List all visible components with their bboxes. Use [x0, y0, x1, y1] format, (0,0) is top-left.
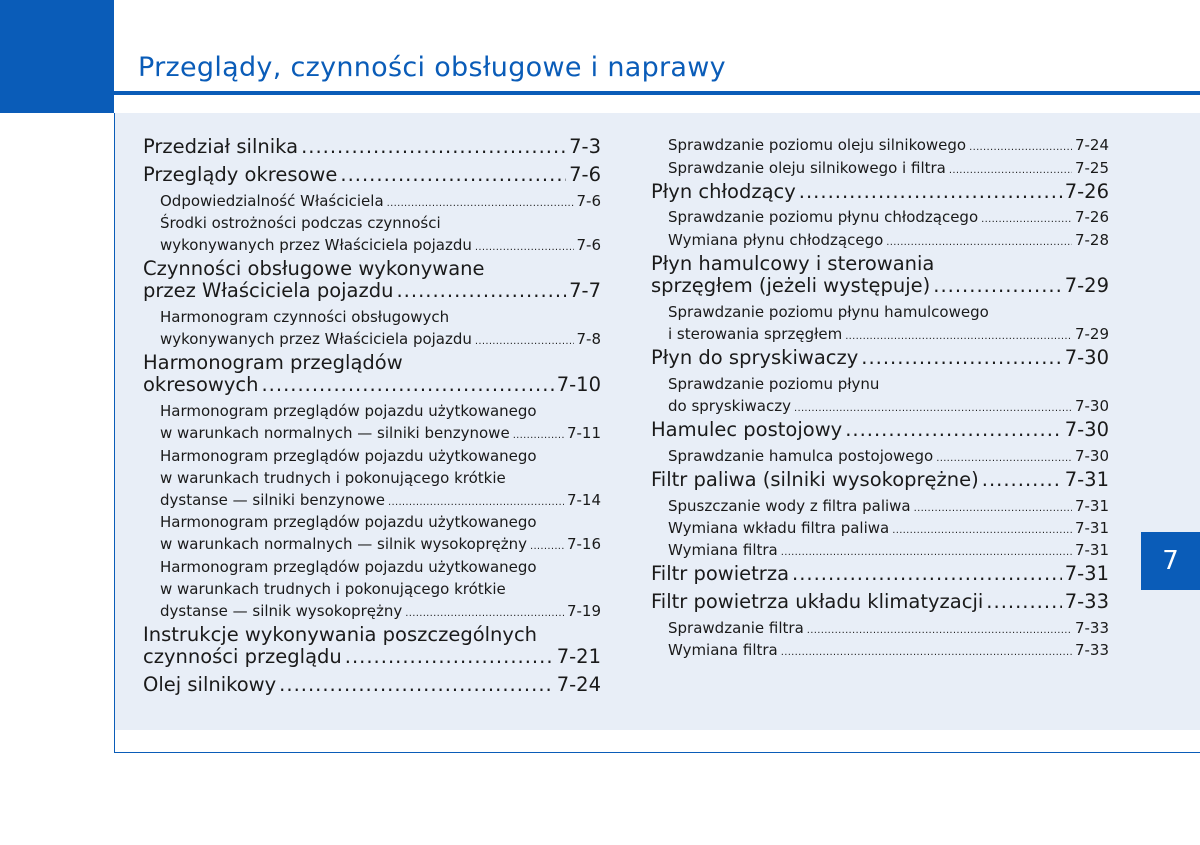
dot-leader: [781, 642, 1072, 664]
toc-page-number: 7-24: [556, 673, 601, 696]
dot-leader: [936, 448, 1072, 470]
toc-entry[interactable]: [160, 489, 601, 511]
toc-entry-row: [651, 591, 1109, 613]
toc-entry-title: w warunkach normalnych — silnik wysokoprężny: [160, 535, 527, 553]
toc-entry-row: [651, 469, 1109, 491]
toc-entry[interactable]: [668, 134, 1109, 156]
dot-leader: [794, 398, 1072, 420]
toc-entry-line: [160, 556, 601, 578]
dot-leader: [513, 425, 564, 447]
toc-page-number: 7-31: [1064, 562, 1109, 585]
toc-entry-row: [160, 328, 601, 353]
toc-entry[interactable]: [143, 136, 601, 158]
toc-page-number: 7-31: [1074, 541, 1109, 559]
toc-entry[interactable]: [668, 323, 1109, 345]
footer-rule: [114, 752, 1200, 753]
toc-entry-title: Filtr paliwa (silniki wysokoprężne): [651, 468, 979, 491]
dot-leader: [861, 347, 1061, 369]
toc-page-number: 7-30: [1074, 397, 1109, 415]
toc-entry[interactable]: [651, 419, 1109, 441]
dot-leader: [396, 280, 566, 302]
toc-entry-title: czynności przeglądu: [143, 645, 342, 668]
toc-entry[interactable]: [668, 617, 1109, 639]
toc-page-number: 7-24: [1074, 136, 1109, 154]
toc-entry-line: [160, 511, 601, 533]
toc-entry-title: wykonywanych przez Właściciela pojazdu: [160, 330, 472, 348]
dot-leader: [933, 275, 1061, 297]
dot-leader: [781, 542, 1072, 564]
header-color-block: [0, 0, 114, 113]
toc-entry-row: [651, 347, 1109, 369]
toc-entry[interactable]: [668, 539, 1109, 561]
toc-entry-line: [160, 445, 601, 467]
toc-entry-title: Harmonogram przeglądów pojazdu użytkowanego: [160, 558, 537, 576]
toc-page-number: 7-21: [556, 645, 601, 668]
toc-entry-title: okresowych: [143, 373, 259, 396]
toc-entry-title: Sprawdzanie oleju silnikowego i filtra: [668, 159, 946, 177]
toc-page-number: 7-7: [569, 279, 601, 302]
toc-entry[interactable]: [651, 181, 1109, 203]
toc-entry-line: [160, 306, 601, 328]
dot-leader: [845, 419, 1062, 441]
toc-entry-title: Hamulec postojowy: [651, 418, 843, 441]
toc-entry-row: [668, 134, 1109, 159]
toc-entry-title: Wymiana wkładu filtra paliwa: [668, 519, 890, 537]
dot-leader: [886, 232, 1072, 254]
toc-entry-title: Spuszczanie wody z filtra paliwa: [668, 497, 911, 515]
toc-entry-title: Płyn hamulcowy i sterowania: [651, 252, 935, 275]
toc-entry-row: [668, 323, 1109, 348]
toc-page-number: 7-30: [1064, 346, 1109, 369]
toc-entry-title: przez Właściciela pojazdu: [143, 279, 394, 302]
toc-entry-title: Harmonogram przeglądów: [143, 351, 403, 374]
toc-entry[interactable]: [668, 517, 1109, 539]
toc-entry[interactable]: [668, 445, 1109, 467]
toc-page-number: 7-29: [1064, 274, 1109, 297]
dot-leader: [981, 209, 1072, 231]
page-title: Przeglądy, czynności obsługowe i naprawy: [138, 52, 726, 83]
toc-entry-row: [143, 136, 601, 158]
toc-entry-row: [668, 229, 1109, 254]
toc-entry-title: Płyn chłodzący: [651, 180, 796, 203]
toc-page-number: 7-3: [569, 135, 601, 158]
toc-entry-title: Olej silnikowy: [143, 673, 277, 696]
dot-leader: [792, 563, 1062, 585]
toc-entry-title: w warunkach trudnych i pokonującego krótkie: [160, 580, 506, 598]
toc-page-number: 7-31: [1064, 468, 1109, 491]
toc-entry-line: [160, 400, 601, 422]
toc-entry-row: [143, 674, 601, 696]
toc-entry-title: wykonywanych przez Właściciela pojazdu: [160, 236, 472, 254]
toc-entry-title: Przedział silnika: [143, 135, 299, 158]
toc-entry[interactable]: [160, 328, 601, 350]
toc-entry[interactable]: [143, 374, 601, 396]
toc-entry-title: w warunkach trudnych i pokonującego krótkie: [160, 469, 506, 487]
toc-entry[interactable]: [668, 206, 1109, 228]
toc-entry-title: i sterowania sprzęgłem: [668, 325, 843, 343]
dot-leader: [986, 591, 1061, 613]
dot-leader: [279, 674, 554, 696]
toc-entry-title: Sprawdzanie poziomu płynu chłodzącego: [668, 208, 979, 226]
toc-page-number: 7-10: [556, 373, 601, 396]
toc-page-number: 7-31: [1074, 519, 1109, 537]
toc-page-number: 7-26: [1064, 180, 1109, 203]
toc-entry-line: [143, 258, 601, 280]
toc-entry[interactable]: [160, 422, 601, 444]
title-underline: [114, 91, 1200, 95]
toc-entry-title: Sprawdzanie poziomu oleju silnikowego: [668, 136, 967, 154]
toc-entry-title: Sprawdzanie poziomu płynu: [668, 375, 880, 393]
toc-entry[interactable]: [143, 164, 601, 186]
dot-leader: [982, 469, 1062, 491]
toc-entry[interactable]: [668, 157, 1109, 179]
toc-entry-line: [160, 212, 601, 234]
toc-entry-row: [143, 280, 601, 302]
toc-page-number: 7-6: [569, 163, 601, 186]
toc-entry-title: Filtr powietrza układu klimatyzacji: [651, 590, 984, 613]
toc-entry-title: Sprawdzanie filtra: [668, 619, 804, 637]
toc-entry-row: [143, 374, 601, 396]
toc-entry-title: w warunkach normalnych — silniki benzynowe: [160, 424, 510, 442]
toc-entry-row: [651, 563, 1109, 585]
toc-page-number: 7-16: [566, 535, 601, 553]
toc-entry-title: Harmonogram przeglądów pojazdu użytkowanego: [160, 402, 537, 420]
toc-entry[interactable]: [160, 533, 601, 555]
toc-page-number: 7-29: [1074, 325, 1109, 343]
toc-entry-row: [160, 422, 601, 447]
dot-leader: [345, 646, 554, 668]
toc-entry-line: [143, 352, 601, 374]
toc-entry[interactable]: [160, 234, 601, 256]
toc-entry-row: [160, 600, 601, 625]
toc-entry-row: [143, 646, 601, 668]
toc-entry-row: [668, 206, 1109, 231]
toc-entry-title: Harmonogram przeglądów pojazdu użytkowanego: [160, 447, 537, 465]
toc-entry[interactable]: [651, 275, 1109, 297]
toc-entry-title: dystanse — silniki benzynowe: [160, 491, 386, 509]
toc-entry-row: [668, 445, 1109, 470]
dot-leader: [475, 237, 574, 259]
toc-page-number: 7-25: [1074, 159, 1109, 177]
toc-entry-title: Przeglądy okresowe: [143, 163, 338, 186]
toc-entry-line: [143, 624, 601, 646]
toc-entry-row: [160, 533, 601, 558]
toc-page-number: 7-33: [1064, 590, 1109, 613]
toc-page-number: 7-14: [566, 491, 601, 509]
toc-entry-title: Harmonogram przeglądów pojazdu użytkowanego: [160, 513, 537, 531]
toc-entry-line: [160, 578, 601, 600]
dot-leader: [530, 536, 564, 558]
toc-entry-row: [651, 275, 1109, 297]
toc-entry-row: [668, 395, 1109, 420]
toc-entry-title: Instrukcje wykonywania poszczególnych: [143, 623, 538, 646]
toc-entry-title: Harmonogram czynności obsługowych: [160, 308, 450, 326]
dot-leader: [949, 160, 1072, 182]
toc-entry-row: [668, 157, 1109, 182]
toc-entry-title: Filtr powietrza: [651, 562, 790, 585]
toc-entry-row: [651, 181, 1109, 203]
toc-page-number: 7-30: [1074, 447, 1109, 465]
dot-leader: [799, 181, 1062, 203]
toc-entry-title: Wymiana filtra: [668, 641, 778, 659]
toc-entry[interactable]: [160, 190, 601, 212]
toc-entry-title: Płyn do spryskiwaczy: [651, 346, 859, 369]
toc-entry[interactable]: [160, 600, 601, 622]
toc-entry[interactable]: [651, 469, 1109, 491]
toc-entry[interactable]: [143, 646, 601, 668]
toc-entry-title: Wymiana płynu chłodzącego: [668, 231, 884, 249]
toc-entry-title: dystanse — silnik wysokoprężny: [160, 602, 403, 620]
toc-entry[interactable]: [668, 395, 1109, 417]
dot-leader: [301, 136, 566, 158]
toc-entry-title: Czynności obsługowe wykonywane: [143, 257, 485, 280]
toc-entry[interactable]: [668, 229, 1109, 251]
toc-entry-title: do spryskiwaczy: [668, 397, 791, 415]
toc-page-number: 7-30: [1064, 418, 1109, 441]
toc-page-number: 7-33: [1074, 619, 1109, 637]
toc-page-number: 7-31: [1074, 497, 1109, 515]
dot-leader: [969, 137, 1072, 159]
toc-entry[interactable]: [651, 563, 1109, 585]
toc-entry-row: [160, 234, 601, 259]
toc-page-number: 7-26: [1074, 208, 1109, 226]
toc-entry-line: [668, 373, 1109, 395]
toc-page-number: 7-11: [566, 424, 601, 442]
toc-entry-line: [160, 467, 601, 489]
toc-entry[interactable]: [668, 639, 1109, 661]
toc-entry-title: Odpowiedzialność Właściciela: [160, 192, 384, 210]
dot-leader: [405, 603, 564, 625]
toc-entry-line: [651, 253, 1109, 275]
toc-entry[interactable]: [143, 674, 601, 696]
toc-page-number: 7-8: [576, 330, 601, 348]
dot-leader: [340, 164, 566, 186]
toc-entry-title: Sprawdzanie poziomu płynu hamulcowego: [668, 303, 989, 321]
toc-entry-row: [651, 419, 1109, 441]
toc-page-number: 7-6: [576, 236, 601, 254]
toc-page-number: 7-28: [1074, 231, 1109, 249]
toc-page-number: 7-19: [566, 602, 601, 620]
toc-entry-title: Sprawdzanie hamulca postojowego: [668, 447, 934, 465]
dot-leader: [475, 331, 574, 353]
toc-entry-title: Wymiana filtra: [668, 541, 778, 559]
toc-entry[interactable]: [143, 280, 601, 302]
toc-entry[interactable]: [651, 591, 1109, 613]
toc-entry-row: [668, 539, 1109, 564]
toc-entry[interactable]: [668, 495, 1109, 517]
toc-entry-title: sprzęgłem (jeżeli występuje): [651, 274, 931, 297]
toc-entry-row: [668, 639, 1109, 664]
toc-entry[interactable]: [651, 347, 1109, 369]
toc-entry-title: Środki ostrożności podczas czynności: [160, 214, 441, 232]
toc-entry-line: [668, 301, 1109, 323]
toc-page-number: 7-33: [1074, 641, 1109, 659]
chapter-tab[interactable]: 7: [1141, 532, 1200, 590]
dot-leader: [845, 326, 1072, 348]
dot-leader: [261, 374, 553, 396]
toc-page-number: 7-6: [576, 192, 601, 210]
toc-entry-row: [143, 164, 601, 186]
